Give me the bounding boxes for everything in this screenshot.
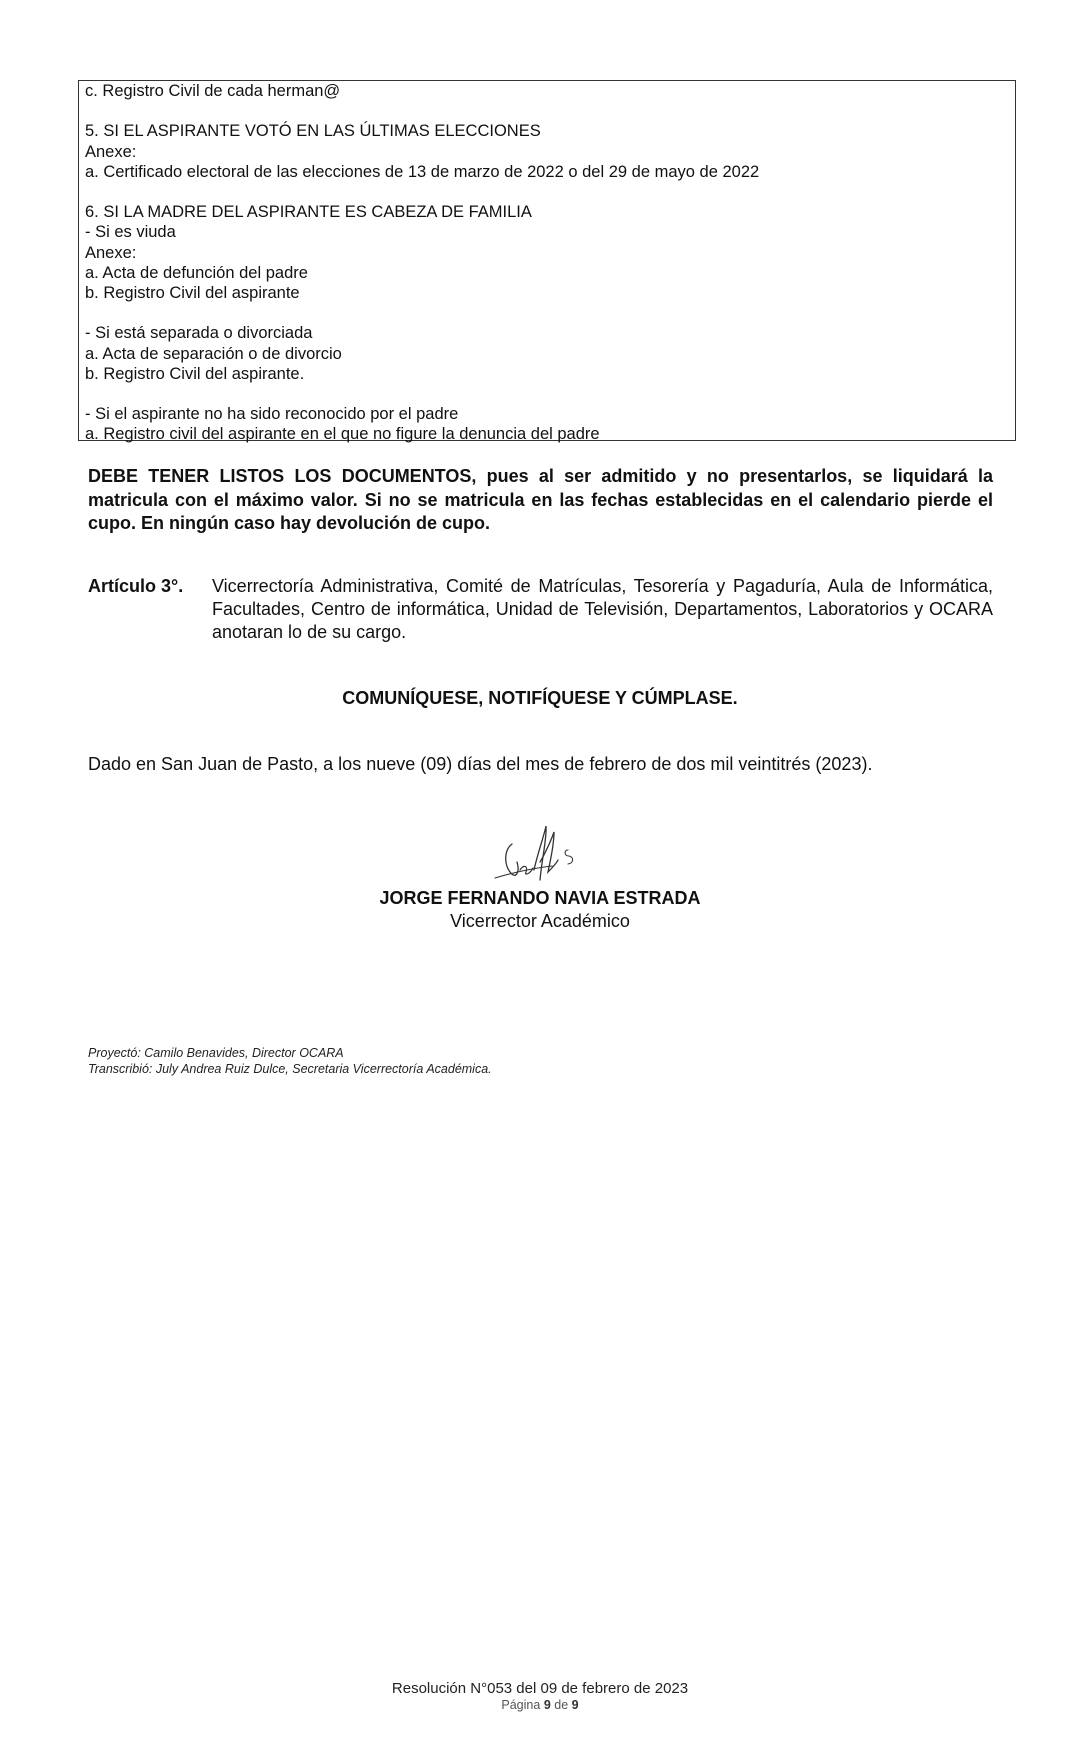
- page-prefix: Página: [501, 1698, 541, 1712]
- requirement-spacer: [85, 384, 1009, 404]
- closing-formula: COMUNÍQUESE, NOTIFÍQUESE Y CÚMPLASE.: [342, 688, 738, 708]
- credit-transcribed-by: Transcribió: July Andrea Ruiz Dulce, Secretaria Vicerrectoría Académica.: [88, 1062, 492, 1076]
- article-label: Artículo 3°.: [88, 576, 184, 596]
- requirement-line: a. Registro civil del aspirante en el que no figure la denuncia del padre: [85, 425, 600, 444]
- requirement-line: - Si está separada o divorciada: [85, 324, 313, 343]
- credit-projected-by: Proyectó: Camilo Benavides, Director OCARA: [88, 1046, 344, 1060]
- handwritten-signature: [490, 822, 590, 892]
- page-current: 9: [543, 1698, 551, 1712]
- footer-page-number: [0, 1698, 1068, 1712]
- article-body: Vicerrectoría Administrativa, Comité de Matrículas, Tesorería y Pagaduría, Aula de Informática, Facultades, Centro de informática, Unidad de Televisión, Departamentos, Laboratorios y OCARA anotaran lo de su cargo.: [212, 576, 993, 642]
- requirements-box: [78, 80, 1016, 444]
- requirement-line: Anexe:: [85, 142, 137, 161]
- requirement-line: a. Certificado electoral de las elecciones de 13 de marzo de 2022 o del 29 de mayo de 2022: [85, 162, 760, 181]
- requirement-line: - Si el aspirante no ha sido reconocido por el padre: [85, 405, 459, 424]
- requirement-line: a. Acta de defunción del padre: [85, 263, 308, 282]
- drafting-credits: [88, 1045, 492, 1077]
- requirement-heading: 6. SI LA MADRE DEL ASPIRANTE ES CABEZA DE FAMILIA: [85, 203, 532, 222]
- signer-name: JORGE FERNANDO NAVIA ESTRADA: [379, 888, 701, 908]
- page-of: de: [554, 1698, 569, 1712]
- requirement-heading: 5. SI EL ASPIRANTE VOTÓ EN LAS ÚLTIMAS ELECCIONES: [85, 122, 541, 141]
- requirement-spacer: [85, 101, 1009, 121]
- page-footer: [0, 1680, 1068, 1712]
- page-total: 9: [571, 1698, 579, 1712]
- requirement-line: b. Registro Civil del aspirante.: [85, 364, 305, 383]
- requirement-spacer: [85, 303, 1009, 323]
- requirement-line: Anexe:: [85, 243, 137, 262]
- signer-role: Vicerrector Académico: [450, 911, 630, 931]
- footer-resolution: Resolución N°053 del 09 de febrero de 2023: [391, 1680, 689, 1697]
- requirement-line: a. Acta de separación o de divorcio: [85, 344, 342, 363]
- requirement-line: - Si es viuda: [85, 223, 176, 242]
- requirement-line: c. Registro Civil de cada herman@: [85, 82, 341, 100]
- documents-warning: DEBE TENER LISTOS LOS DOCUMENTOS, pues al ser admitido y no presentarlos, se liquidará la matricula con el máximo valor. Si no se matricula en las fechas establecidas en el calendario pierde el cupo. En ningún caso hay devolución de cupo.: [88, 466, 993, 533]
- requirement-spacer: [85, 182, 1009, 202]
- issued-statement: Dado en San Juan de Pasto, a los nueve (09) días del mes de febrero de dos mil veintitrés (2023).: [88, 754, 873, 774]
- requirement-line: b. Registro Civil del aspirante: [85, 284, 300, 302]
